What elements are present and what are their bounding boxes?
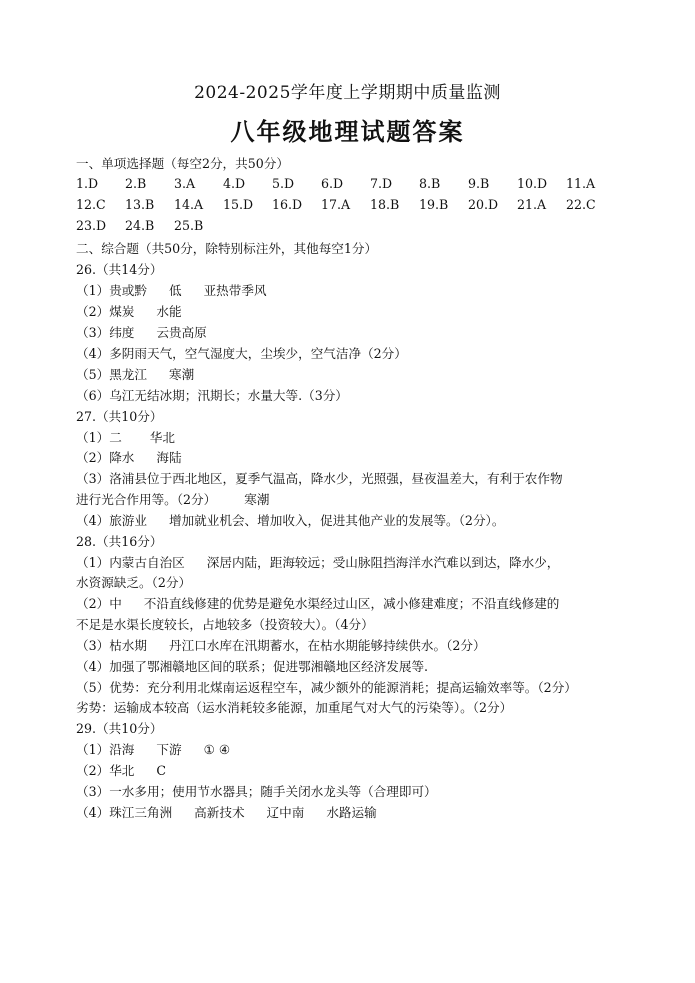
q28-answer-1-line1 [76, 552, 636, 571]
answer-part: （1）二 [76, 430, 122, 445]
answer-part: （2）降水 [76, 450, 135, 465]
q29-answer-3: （3）一水多用；使用节水器具；随手关闭水龙头等（合理即可） [76, 784, 437, 799]
q29-answer-2 [76, 760, 636, 779]
answer-part: 云贵高原 [156, 325, 207, 340]
answer-part: 低 [168, 283, 182, 298]
mc-answer: 16.D [272, 197, 303, 212]
answer-part: （1）贵或黔 [76, 283, 147, 298]
mc-answer: 15.D [223, 197, 254, 212]
mc-answer: 13.B [125, 197, 155, 212]
answer-part: 下游 [156, 742, 182, 757]
q27-answer-1 [76, 427, 636, 446]
answer-part: （2）华北 [76, 763, 135, 778]
mc-answer: 24.B [125, 218, 155, 233]
mc-answer: 1.D [76, 176, 99, 191]
answer-part: 深居内陆，距海较远；受山脉阻挡海洋水汽难以到达，降水少， [206, 555, 560, 570]
section2-heading: 二、综合题（共50分，除特别标注外，其他每空1分） [76, 241, 378, 256]
answer-part: 亚热带季风 [203, 283, 267, 298]
answer-part: 水路运输 [326, 805, 377, 820]
mc-answer: 21.A [517, 197, 547, 212]
answer-part: 寒潮 [168, 367, 195, 382]
mc-answer: 14.A [174, 197, 204, 212]
q27-answer-3-line1: （3）洛浦县位于西北地区，夏季气温高，降水少，光照强，昼夜温差大，有利于农作物 [76, 471, 563, 486]
answer-part: 增加就业机会、增加收入，促进其他产业的发展等。（2分）。 [168, 513, 505, 528]
q28-answer-2-line2: 不足是水渠长度较长，占地较多（投资较大）。（4分） [76, 617, 374, 632]
q28-answer-1-line2: 水资源缺乏。（2分） [76, 575, 192, 590]
mc-answer: 20.D [468, 197, 499, 212]
mc-answer: 5.D [272, 176, 295, 191]
answer-part: 不沿直线修建的优势是避免水渠经过山区，减小修建难度；不沿直线修建的 [143, 596, 560, 611]
mc-answer: 3.A [174, 176, 196, 191]
q27-label: 27.（共10分） [76, 409, 163, 424]
answer-part: 华北 [149, 430, 175, 445]
mc-answer: 6.D [321, 176, 344, 191]
q28-answer-4: （4）加强了鄂湘赣地区间的联系；促进鄂湘赣地区经济发展等. [76, 659, 429, 674]
q28-answer-5-line2: 劣势：运输成本较高（运水消耗较多能源，加重尾气对大气的污染等）。（2分） [76, 700, 513, 715]
q26-answer-5 [76, 364, 636, 383]
mc-answer: 22.C [566, 197, 596, 212]
q26-answer-4: （4）多阴雨天气，空气湿度大，尘埃少，空气洁净（2分） [76, 346, 407, 361]
answer-part: （2）煤炭 [76, 304, 135, 319]
mc-answer: 10.D [517, 176, 548, 191]
q28-answer-3 [76, 635, 636, 654]
q26-answer-1 [76, 280, 636, 299]
q26-label: 26.（共14分） [76, 262, 163, 277]
q29-label: 29.（共10分） [76, 721, 163, 736]
mc-answer: 11.A [566, 176, 596, 191]
q27-answer-2 [76, 447, 636, 466]
mc-answer: 25.B [174, 218, 204, 233]
answer-part: C [156, 763, 167, 778]
answer-part: 进行光合作用等。（2分） [76, 492, 217, 507]
q29-answer-4 [76, 802, 636, 821]
answer-part: （4）珠江三角洲 [76, 805, 173, 820]
answer-part: 水能 [156, 304, 182, 319]
mc-answer: 18.B [370, 197, 400, 212]
q29-answer-1 [76, 739, 636, 758]
answer-part: 辽中南 [266, 805, 305, 820]
mc-answer: 17.A [321, 197, 351, 212]
answer-part: （5）黑龙江 [76, 367, 147, 382]
mc-answer: 19.B [419, 197, 449, 212]
mc-answer: 4.D [223, 176, 246, 191]
section1-heading: 一、单项选择题（每空2分，共50分） [76, 156, 289, 171]
mc-answer: 7.D [370, 176, 393, 191]
q28-answer-5-line1: （5）优势：充分利用北煤南运返程空车，减少额外的能源消耗；提高运输效率等。（2分） [76, 680, 577, 695]
answer-part: （1）内蒙古自治区 [76, 555, 185, 570]
answer-part: （2）中 [76, 596, 122, 611]
mc-answer: 2.B [125, 176, 147, 191]
answer-part: ① ④ [203, 742, 231, 757]
answer-part: 海陆 [156, 450, 182, 465]
answer-part: （3）纬度 [76, 325, 135, 340]
answer-part: 寒潮 [244, 492, 270, 507]
mc-answer: 8.B [419, 176, 441, 191]
mc-answer: 9.B [468, 176, 490, 191]
answer-title: 八年级地理试题答案 [230, 118, 465, 146]
exam-title: 2024-2025学年度上学期期中质量监测 [194, 83, 501, 103]
q28-label: 28.（共16分） [76, 534, 163, 549]
answer-part: （1）沿海 [76, 742, 135, 757]
q27-answer-4 [76, 510, 636, 529]
answer-part: 高新技术 [194, 805, 245, 820]
q26-answer-6: （6）乌江无结冰期；汛期长；水量大等.（3分） [76, 388, 348, 403]
q27-answer-3-line2 [76, 489, 636, 508]
q26-answer-3 [76, 322, 636, 341]
q26-answer-2 [76, 301, 636, 320]
q28-answer-2-line1 [76, 593, 636, 612]
answer-part: （4）旅游业 [76, 513, 147, 528]
answer-part: 丹江口水库在汛期蓄水，在枯水期能够持续供水。（2分） [168, 638, 486, 653]
answer-part: （3）枯水期 [76, 638, 147, 653]
mc-answer: 23.D [76, 218, 107, 233]
mc-answer: 12.C [76, 197, 106, 212]
